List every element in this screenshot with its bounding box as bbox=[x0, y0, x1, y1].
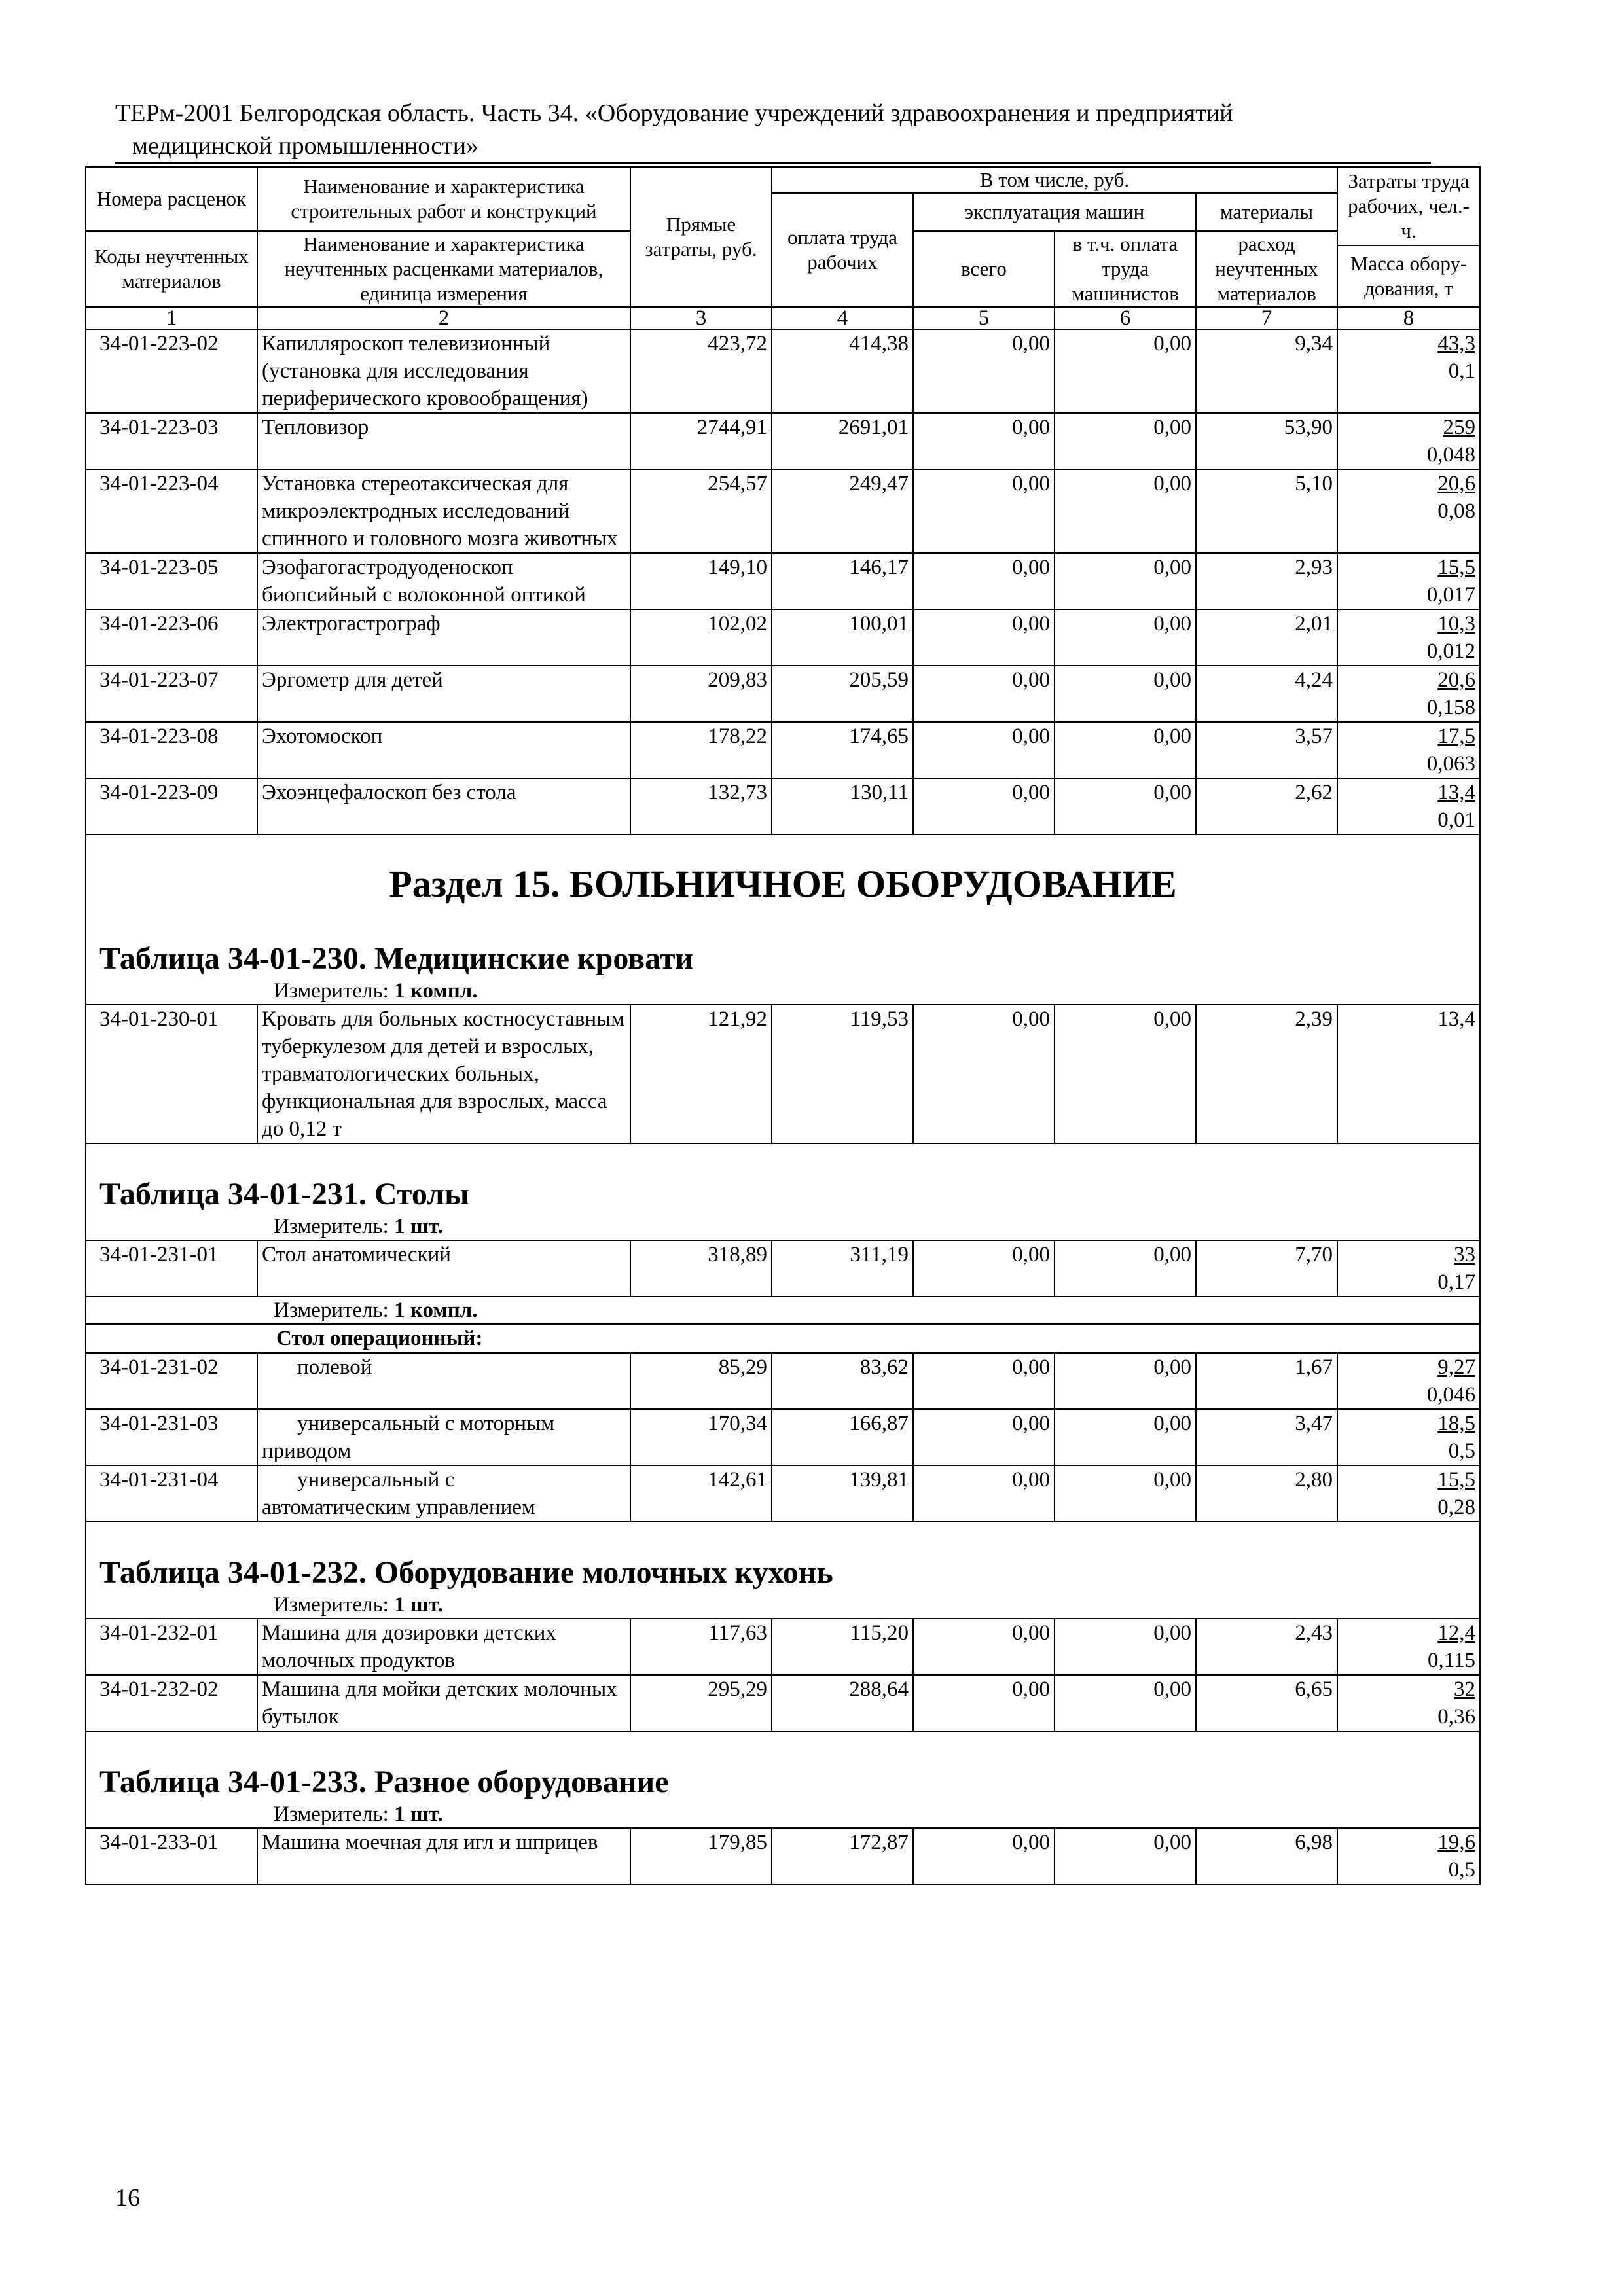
machines-total: 0,00 bbox=[913, 329, 1055, 413]
measure-unit: 1 шт. bbox=[394, 1593, 443, 1617]
rate-name: полевой bbox=[257, 1353, 630, 1409]
materials: 3,47 bbox=[1196, 1409, 1337, 1465]
machines-total: 0,00 bbox=[913, 1675, 1055, 1731]
machines-total: 0,00 bbox=[913, 1353, 1055, 1409]
col-number: 1 bbox=[86, 307, 257, 329]
rate-code: 34-01-231-01 bbox=[86, 1240, 257, 1297]
th-operator-wage: в т.ч. оплата труда машинистов bbox=[1055, 231, 1196, 307]
table-title-block bbox=[86, 1522, 1480, 1592]
rate-name: Капилляроскоп телевизионный (установка для исследования периферического кровообращения) bbox=[257, 329, 630, 413]
col-number: 6 bbox=[1055, 307, 1196, 329]
operator-wage: 0,00 bbox=[1055, 1240, 1196, 1297]
table-row bbox=[86, 1240, 1480, 1297]
machines-total: 0,00 bbox=[913, 1240, 1055, 1297]
equipment-mass: 0,5 bbox=[1448, 1439, 1476, 1463]
operator-wage: 0,00 bbox=[1055, 1409, 1196, 1465]
equipment-mass: 0,17 bbox=[1437, 1270, 1476, 1294]
direct-costs: 142,61 bbox=[630, 1465, 772, 1522]
rate-name: Эргометр для детей bbox=[257, 666, 630, 722]
operator-wage: 0,00 bbox=[1055, 1005, 1196, 1143]
equipment-mass: 0,063 bbox=[1426, 752, 1476, 776]
machines-total: 0,00 bbox=[913, 1619, 1055, 1675]
worker-wage: 115,20 bbox=[772, 1619, 913, 1675]
rate-code: 34-01-223-09 bbox=[86, 778, 257, 834]
direct-costs: 170,34 bbox=[630, 1409, 772, 1465]
direct-costs: 102,02 bbox=[630, 609, 772, 666]
rate-name-line-2: приводом bbox=[262, 1439, 352, 1463]
operator-wage: 0,00 bbox=[1055, 1675, 1196, 1731]
measure-row bbox=[86, 1801, 1480, 1828]
rate-name: Установка стереотаксическая для микроэлектродных исследований спинного и головного мозга животных bbox=[257, 469, 630, 553]
table-title: Таблица 34-01-230. Медицинские кровати bbox=[99, 941, 694, 976]
direct-costs: 209,83 bbox=[630, 666, 772, 722]
column-numbers-row bbox=[86, 307, 1480, 329]
table-title-cell bbox=[86, 1522, 1480, 1592]
worker-wage: 174,65 bbox=[772, 722, 913, 778]
worker-wage: 288,64 bbox=[772, 1675, 913, 1731]
labor-costs: 32 bbox=[1454, 1677, 1476, 1701]
rate-name: Эхоэнцефалоскоп без стола bbox=[257, 778, 630, 834]
equipment-mass: 0,28 bbox=[1437, 1496, 1476, 1519]
measure-row bbox=[86, 1297, 1480, 1324]
measure bbox=[86, 1297, 1480, 1324]
machines-total: 0,00 bbox=[913, 553, 1055, 609]
worker-wage: 139,81 bbox=[772, 1465, 913, 1522]
operator-wage: 0,00 bbox=[1055, 1465, 1196, 1522]
measure bbox=[86, 978, 1480, 1005]
operator-wage: 0,00 bbox=[1055, 778, 1196, 834]
table-row bbox=[86, 1619, 1480, 1675]
measure-label: Измеритель: bbox=[274, 1593, 389, 1617]
table-row bbox=[86, 329, 1480, 413]
labor-mass bbox=[1337, 469, 1480, 553]
direct-costs: 423,72 bbox=[630, 329, 772, 413]
materials: 2,43 bbox=[1196, 1619, 1337, 1675]
header-line-1: ТЕРм-2001 Белгородская область. Часть 34. «Оборудование учреждений здравоохранения и предприятий bbox=[115, 99, 1233, 127]
operator-wage: 0,00 bbox=[1055, 553, 1196, 609]
worker-wage: 166,87 bbox=[772, 1409, 913, 1465]
table-row bbox=[86, 413, 1480, 469]
table-row bbox=[86, 469, 1480, 553]
th-worker-wage: оплата труда рабочих bbox=[772, 193, 913, 307]
measure-unit: 1 компл. bbox=[394, 1299, 478, 1322]
labor-costs: 43,3 bbox=[1437, 332, 1476, 355]
table-row bbox=[86, 666, 1480, 722]
direct-costs: 318,89 bbox=[630, 1240, 772, 1297]
labor-costs: 33 bbox=[1454, 1243, 1476, 1266]
equipment-mass: 0,046 bbox=[1426, 1383, 1476, 1407]
machines-total: 0,00 bbox=[913, 722, 1055, 778]
header-rule bbox=[115, 162, 1431, 164]
measure-label: Измеритель: bbox=[274, 979, 389, 1003]
worker-wage: 2691,01 bbox=[772, 413, 913, 469]
header-line-2: медицинской промышленности» bbox=[132, 132, 479, 160]
labor-costs: 12,4 bbox=[1437, 1621, 1476, 1645]
worker-wage: 83,62 bbox=[772, 1353, 913, 1409]
measure bbox=[86, 1213, 1480, 1240]
section-title: Раздел 15. БОЛЬНИЧНОЕ ОБОРУДОВАНИЕ bbox=[389, 863, 1177, 905]
labor-mass bbox=[1337, 1828, 1480, 1884]
operator-wage: 0,00 bbox=[1055, 722, 1196, 778]
th-machines: эксплуатация машин bbox=[913, 193, 1196, 231]
table-title-block bbox=[86, 1143, 1480, 1213]
labor-costs: 20,6 bbox=[1437, 668, 1476, 692]
labor-mass bbox=[1337, 1409, 1480, 1465]
rate-name: Стол анатомический bbox=[257, 1240, 630, 1297]
direct-costs: 295,29 bbox=[630, 1675, 772, 1731]
machines-total: 0,00 bbox=[913, 469, 1055, 553]
materials: 2,39 bbox=[1196, 1005, 1337, 1143]
materials: 2,62 bbox=[1196, 778, 1337, 834]
table-row bbox=[86, 1409, 1480, 1465]
section-block bbox=[86, 834, 1480, 978]
rate-code: 34-01-231-02 bbox=[86, 1353, 257, 1409]
operator-wage: 0,00 bbox=[1055, 666, 1196, 722]
th-labor-costs: Затраты труда рабочих, чел.-ч. bbox=[1337, 167, 1480, 245]
equipment-mass: 0,5 bbox=[1448, 1858, 1476, 1882]
operator-wage: 0,00 bbox=[1055, 413, 1196, 469]
section-cell bbox=[86, 834, 1480, 978]
measure-label: Измеритель: bbox=[274, 1215, 389, 1238]
labor-mass bbox=[1337, 609, 1480, 666]
rate-name: Машина для мойки детских молочных бутылок bbox=[257, 1675, 630, 1731]
rate-code: 34-01-223-03 bbox=[86, 413, 257, 469]
table-title-cell bbox=[86, 1143, 1480, 1213]
th-material-names: Наименование и характеристика неучтенных расценками материалов, единица измерения bbox=[257, 231, 630, 307]
labor-costs: 9,27 bbox=[1437, 1355, 1476, 1379]
labor-mass bbox=[1337, 666, 1480, 722]
page-header bbox=[115, 97, 1477, 162]
operator-wage: 0,00 bbox=[1055, 609, 1196, 666]
materials: 5,10 bbox=[1196, 469, 1337, 553]
rate-code: 34-01-231-03 bbox=[86, 1409, 257, 1465]
group-heading-row bbox=[86, 1324, 1480, 1353]
equipment-mass: 0,115 bbox=[1428, 1649, 1476, 1672]
materials: 6,98 bbox=[1196, 1828, 1337, 1884]
materials: 2,01 bbox=[1196, 609, 1337, 666]
labor-costs: 259 bbox=[1443, 416, 1476, 439]
rate-code: 34-01-232-02 bbox=[86, 1675, 257, 1731]
measure-row bbox=[86, 1592, 1480, 1619]
labor-costs: 10,3 bbox=[1437, 612, 1476, 636]
labor-mass bbox=[1337, 722, 1480, 778]
operator-wage: 0,00 bbox=[1055, 1353, 1196, 1409]
measure-label: Измеритель: bbox=[274, 1803, 389, 1826]
rate-code: 34-01-223-02 bbox=[86, 329, 257, 413]
rate-code: 34-01-233-01 bbox=[86, 1828, 257, 1884]
rate-name: Эхотомоскоп bbox=[257, 722, 630, 778]
measure-unit: 1 шт. bbox=[394, 1215, 443, 1238]
th-rate-numbers: Номера расценок bbox=[86, 167, 257, 231]
table-row bbox=[86, 1828, 1480, 1884]
labor-mass bbox=[1337, 1619, 1480, 1675]
worker-wage: 311,19 bbox=[772, 1240, 913, 1297]
th-direct-costs: Прямые затраты, руб. bbox=[630, 167, 772, 307]
labor-costs: 15,5 bbox=[1437, 1468, 1476, 1492]
col-number: 3 bbox=[630, 307, 772, 329]
labor-mass bbox=[1337, 329, 1480, 413]
worker-wage: 205,59 bbox=[772, 666, 913, 722]
worker-wage: 146,17 bbox=[772, 553, 913, 609]
labor-costs: 13,4 bbox=[1437, 781, 1476, 804]
rate-code: 34-01-223-05 bbox=[86, 553, 257, 609]
equipment-mass: 0,017 bbox=[1426, 583, 1476, 607]
operator-wage: 0,00 bbox=[1055, 1619, 1196, 1675]
rate-name: Тепловизор bbox=[257, 413, 630, 469]
table-title: Таблица 34-01-232. Оборудование молочных кухонь bbox=[99, 1555, 833, 1590]
machines-total: 0,00 bbox=[913, 413, 1055, 469]
measure bbox=[86, 1801, 1480, 1828]
worker-wage: 130,11 bbox=[772, 778, 913, 834]
rate-code: 34-01-223-07 bbox=[86, 666, 257, 722]
measure-row bbox=[86, 978, 1480, 1005]
operator-wage: 0,00 bbox=[1055, 1828, 1196, 1884]
materials: 1,67 bbox=[1196, 1353, 1337, 1409]
materials: 6,65 bbox=[1196, 1675, 1337, 1731]
rate-name-line-1: универсальный с моторным bbox=[297, 1412, 555, 1435]
equipment-mass: 0,158 bbox=[1426, 696, 1476, 719]
equipment-mass: 0,36 bbox=[1437, 1705, 1476, 1729]
direct-costs: 179,85 bbox=[630, 1828, 772, 1884]
worker-wage: 100,01 bbox=[772, 609, 913, 666]
th-in-total: В том числе, руб. bbox=[772, 167, 1337, 193]
header-row-1 bbox=[86, 167, 1480, 193]
col-number: 8 bbox=[1337, 307, 1480, 329]
equipment-mass: 0,012 bbox=[1426, 639, 1476, 663]
materials: 7,70 bbox=[1196, 1240, 1337, 1297]
rate-name-line-2: автоматическим управлением bbox=[262, 1496, 535, 1519]
measure-unit: 1 шт. bbox=[394, 1803, 443, 1826]
direct-costs: 254,57 bbox=[630, 469, 772, 553]
measure bbox=[86, 1592, 1480, 1619]
direct-costs: 85,29 bbox=[630, 1353, 772, 1409]
materials: 3,57 bbox=[1196, 722, 1337, 778]
table-title: Таблица 34-01-231. Столы bbox=[99, 1177, 469, 1211]
labor-mass bbox=[1337, 1675, 1480, 1731]
table-row bbox=[86, 609, 1480, 666]
machines-total: 0,00 bbox=[913, 778, 1055, 834]
materials: 53,90 bbox=[1196, 413, 1337, 469]
table-row bbox=[86, 722, 1480, 778]
machines-total: 0,00 bbox=[913, 1465, 1055, 1522]
operator-wage: 0,00 bbox=[1055, 329, 1196, 413]
direct-costs: 117,63 bbox=[630, 1619, 772, 1675]
table-row bbox=[86, 1005, 1480, 1143]
labor-mass bbox=[1337, 1353, 1480, 1409]
labor-costs: 13,4 bbox=[1337, 1005, 1480, 1143]
rate-code: 34-01-223-08 bbox=[86, 722, 257, 778]
rate-name-line-1: универсальный с bbox=[297, 1468, 455, 1492]
th-machines-total: всего bbox=[913, 231, 1055, 307]
rate-name: Эзофагогастродуоденоскоп биопсийный с волоконной оптикой bbox=[257, 553, 630, 609]
materials: 2,93 bbox=[1196, 553, 1337, 609]
worker-wage: 249,47 bbox=[772, 469, 913, 553]
rate-name bbox=[257, 1465, 630, 1522]
direct-costs: 121,92 bbox=[630, 1005, 772, 1143]
rate-name: Машина для дозировки детских молочных продуктов bbox=[257, 1619, 630, 1675]
labor-mass bbox=[1337, 553, 1480, 609]
equipment-mass: 0,1 bbox=[1448, 359, 1476, 383]
materials: 4,24 bbox=[1196, 666, 1337, 722]
direct-costs: 178,22 bbox=[630, 722, 772, 778]
table-row bbox=[86, 778, 1480, 834]
equipment-mass: 0,08 bbox=[1437, 499, 1476, 523]
labor-mass bbox=[1337, 778, 1480, 834]
rate-code: 34-01-223-06 bbox=[86, 609, 257, 666]
worker-wage: 172,87 bbox=[772, 1828, 913, 1884]
rate-code: 34-01-231-04 bbox=[86, 1465, 257, 1522]
th-unaccounted-materials: расход неучтенных материалов bbox=[1196, 231, 1337, 307]
th-materials: материалы bbox=[1196, 193, 1337, 231]
rate-name: Машина моечная для игл и шприцев bbox=[257, 1828, 630, 1884]
table-row bbox=[86, 1465, 1480, 1522]
equipment-mass: 0,01 bbox=[1437, 808, 1476, 832]
measure-unit: 1 компл. bbox=[394, 979, 478, 1003]
table-title-cell bbox=[86, 1731, 1480, 1801]
direct-costs: 2744,91 bbox=[630, 413, 772, 469]
table-row bbox=[86, 1353, 1480, 1409]
direct-costs: 132,73 bbox=[630, 778, 772, 834]
group-heading: Стол операционный: bbox=[86, 1324, 1480, 1353]
rate-code: 34-01-230-01 bbox=[86, 1005, 257, 1143]
labor-costs: 19,6 bbox=[1437, 1831, 1476, 1854]
col-number: 5 bbox=[913, 307, 1055, 329]
machines-total: 0,00 bbox=[913, 1409, 1055, 1465]
th-material-codes: Коды неучтенных материалов bbox=[86, 231, 257, 307]
col-number: 2 bbox=[257, 307, 630, 329]
labor-costs: 17,5 bbox=[1437, 725, 1476, 748]
rate-code: 34-01-223-04 bbox=[86, 469, 257, 553]
equipment-mass: 0,048 bbox=[1426, 443, 1476, 467]
col-number: 4 bbox=[772, 307, 913, 329]
materials: 9,34 bbox=[1196, 329, 1337, 413]
machines-total: 0,00 bbox=[913, 609, 1055, 666]
worker-wage: 119,53 bbox=[772, 1005, 913, 1143]
rate-name: Электрогастрограф bbox=[257, 609, 630, 666]
materials: 2,80 bbox=[1196, 1465, 1337, 1522]
price-table bbox=[85, 166, 1481, 1885]
labor-costs: 18,5 bbox=[1437, 1412, 1476, 1435]
machines-total: 0,00 bbox=[913, 666, 1055, 722]
labor-costs: 15,5 bbox=[1437, 556, 1476, 579]
measure-label: Измеритель: bbox=[274, 1299, 389, 1322]
table-title: Таблица 34-01-233. Разное оборудование bbox=[99, 1765, 669, 1799]
rate-code: 34-01-232-01 bbox=[86, 1619, 257, 1675]
th-work-name: Наименование и характеристика строительных работ и конструкций bbox=[257, 167, 630, 231]
page-number: 16 bbox=[115, 2184, 140, 2212]
labor-mass bbox=[1337, 1465, 1480, 1522]
labor-costs: 20,6 bbox=[1437, 472, 1476, 495]
th-equipment-mass: Масса обору-дования, т bbox=[1337, 245, 1480, 307]
table-title-block bbox=[86, 1731, 1480, 1801]
table-row bbox=[86, 1675, 1480, 1731]
labor-mass bbox=[1337, 1240, 1480, 1297]
machines-total: 0,00 bbox=[913, 1828, 1055, 1884]
rate-name: Кровать для больных костносуставным туберкулезом для детей и взрослых, травматологических больных, функциональная для взрослых, масса до 0,12 т bbox=[257, 1005, 630, 1143]
machines-total: 0,00 bbox=[913, 1005, 1055, 1143]
table-row bbox=[86, 553, 1480, 609]
operator-wage: 0,00 bbox=[1055, 469, 1196, 553]
direct-costs: 149,10 bbox=[630, 553, 772, 609]
col-number: 7 bbox=[1196, 307, 1337, 329]
measure-row bbox=[86, 1213, 1480, 1240]
rate-name bbox=[257, 1409, 630, 1465]
labor-mass bbox=[1337, 413, 1480, 469]
worker-wage: 414,38 bbox=[772, 329, 913, 413]
